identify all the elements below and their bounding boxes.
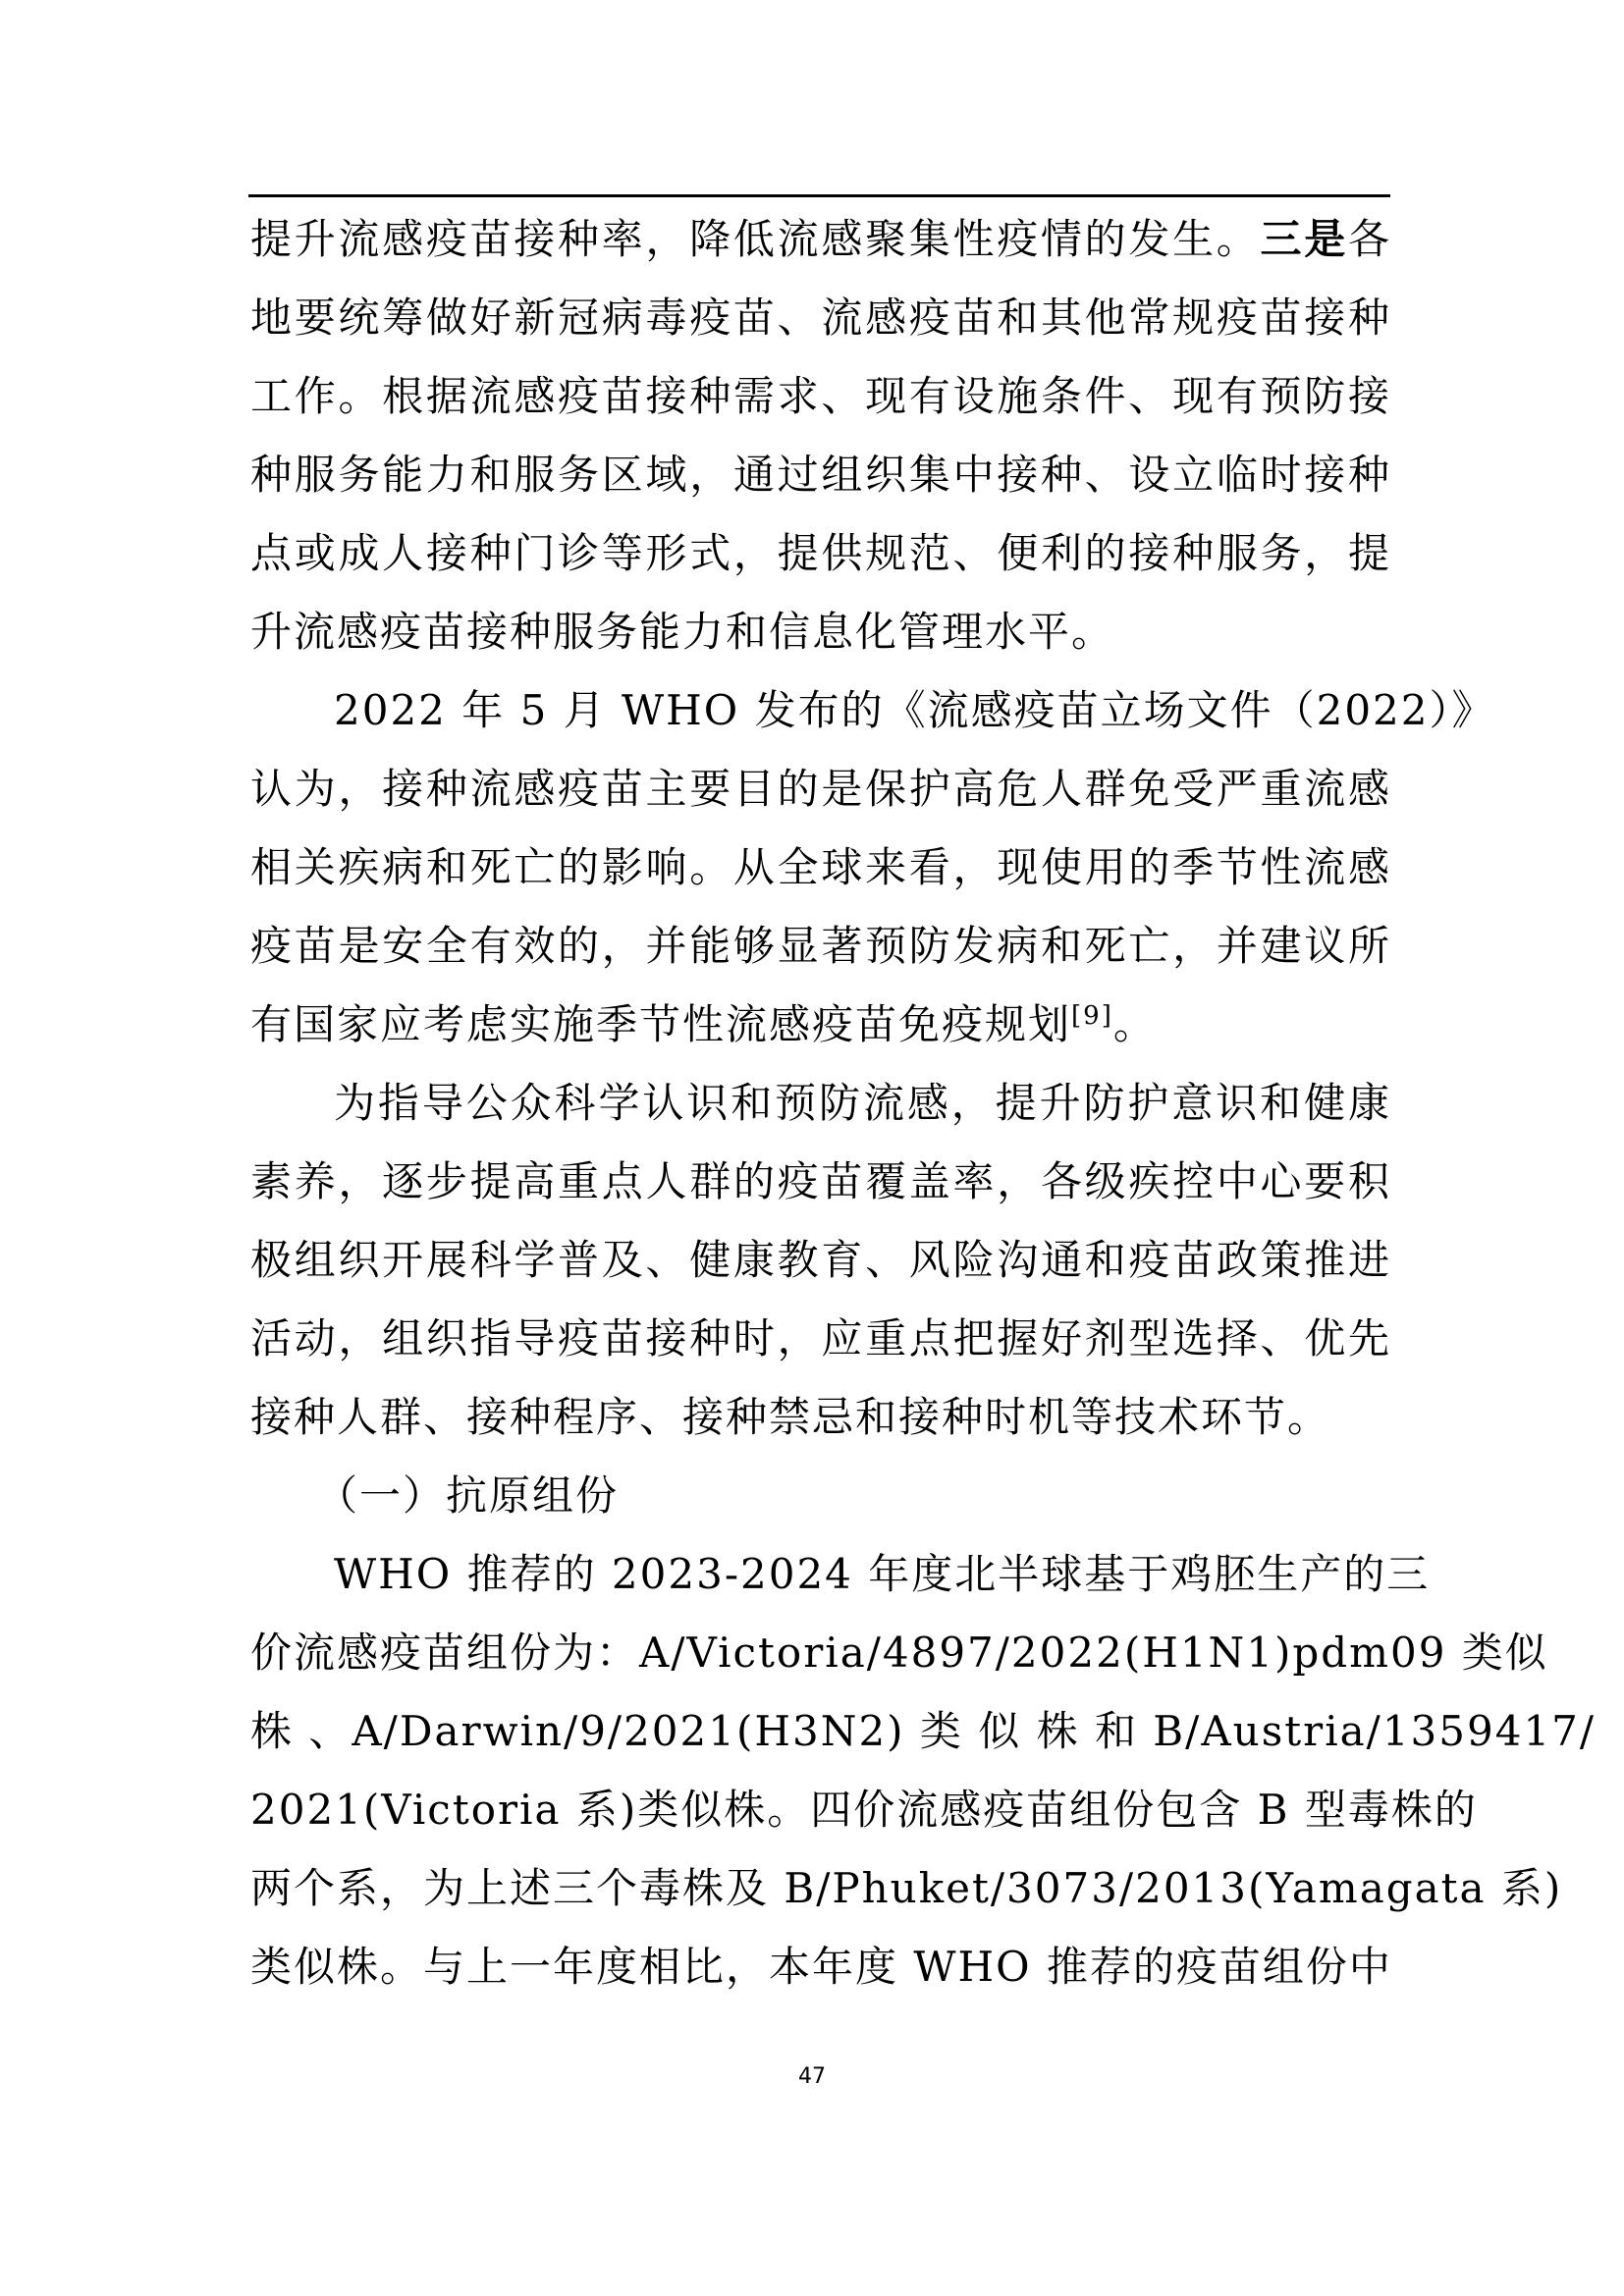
paragraph-1-line-2: 地要统筹做好新冠病毒疫苗、流感疫苗和其他常规疫苗接种 — [250, 294, 1391, 342]
paragraph-3-line-4: 活动，组织指导疫苗接种时，应重点把握好剂型选择、优先 — [250, 1314, 1391, 1362]
paragraph-2-line-4: 疫苗是安全有效的，并能够显著预防发病和死亡，并建议所 — [250, 922, 1391, 970]
citation-reference: [9] — [1071, 1001, 1113, 1031]
paragraph-3-line-2: 素养，逐步提高重点人群的疫苗覆盖率，各级疾控中心要积 — [250, 1157, 1391, 1205]
paragraph-3-line-3: 极组织开展科学普及、健康教育、风险沟通和疫苗政策推进 — [250, 1236, 1391, 1284]
paragraph-3-line-1: 为指导公众科学认识和预防流感，提升防护意识和健康 — [334, 1079, 1391, 1127]
paragraph-1-line-1: 提升流感疫苗接种率，降低流感聚集性疫情的发生。三是各 — [250, 215, 1391, 263]
page-number: 47 — [798, 2064, 826, 2089]
paragraph-4-line-4: 2021(Victoria 系)类似株。四价流感疫苗组份包含 B 型毒株的 — [250, 1786, 1478, 1834]
paragraph-2-line-5: 有国家应考虑实施季节性流感疫苗免疫规划[9]。 — [250, 1000, 1157, 1048]
paragraph-4-line-6: 类似株。与上一年度相比，本年度 WHO 推荐的疫苗组份中 — [250, 1943, 1392, 1991]
section-heading: （一）抗原组份 — [316, 1471, 620, 1520]
paragraph-4-line-3: 株 、A/Darwin/9/2021(H3N2) 类 似 株 和 B/Austria/1359417/ — [250, 1707, 1597, 1755]
paragraph-2-line-3: 相关疾病和死亡的影响。从全球来看，现使用的季节性流感 — [250, 843, 1391, 891]
paragraph-4-line-1: WHO 推荐的 2023-2024 年度北半球基于鸡胚生产的三 — [334, 1550, 1431, 1598]
paragraph-4-line-2: 价流感疫苗组份为：A/Victoria/4897/2022(H1N1)pdm09 类似 — [250, 1629, 1548, 1677]
paragraph-2-line-1: 2022 年 5 月 WHO 发布的《流感疫苗立场文件（2022）》 — [334, 686, 1495, 734]
bold-emphasis: 三是 — [1260, 215, 1348, 263]
paragraph-1-line-3: 工作。根据流感疫苗接种需求、现有设施条件、现有预防接 — [250, 372, 1391, 420]
header-rule — [248, 194, 1390, 197]
paragraph-1-line-5: 点或成人接种门诊等形式，提供规范、便利的接种服务，提 — [250, 529, 1391, 577]
paragraph-3-line-5: 接种人群、接种程序、接种禁忌和接种时机等技术环节。 — [250, 1393, 1331, 1441]
paragraph-1-line-4: 种服务能力和服务区域，通过组织集中接种、设立临时接种 — [250, 451, 1391, 499]
paragraph-1-line-6: 升流感疫苗接种服务能力和信息化管理水平。 — [250, 608, 1115, 656]
paragraph-2-line-2: 认为，接种流感疫苗主要目的是保护高危人群免受严重流感 — [250, 765, 1391, 813]
paragraph-4-line-5: 两个系，为上述三个毒株及 B/Phuket/3073/2013(Yamagata 系) — [250, 1864, 1563, 1912]
